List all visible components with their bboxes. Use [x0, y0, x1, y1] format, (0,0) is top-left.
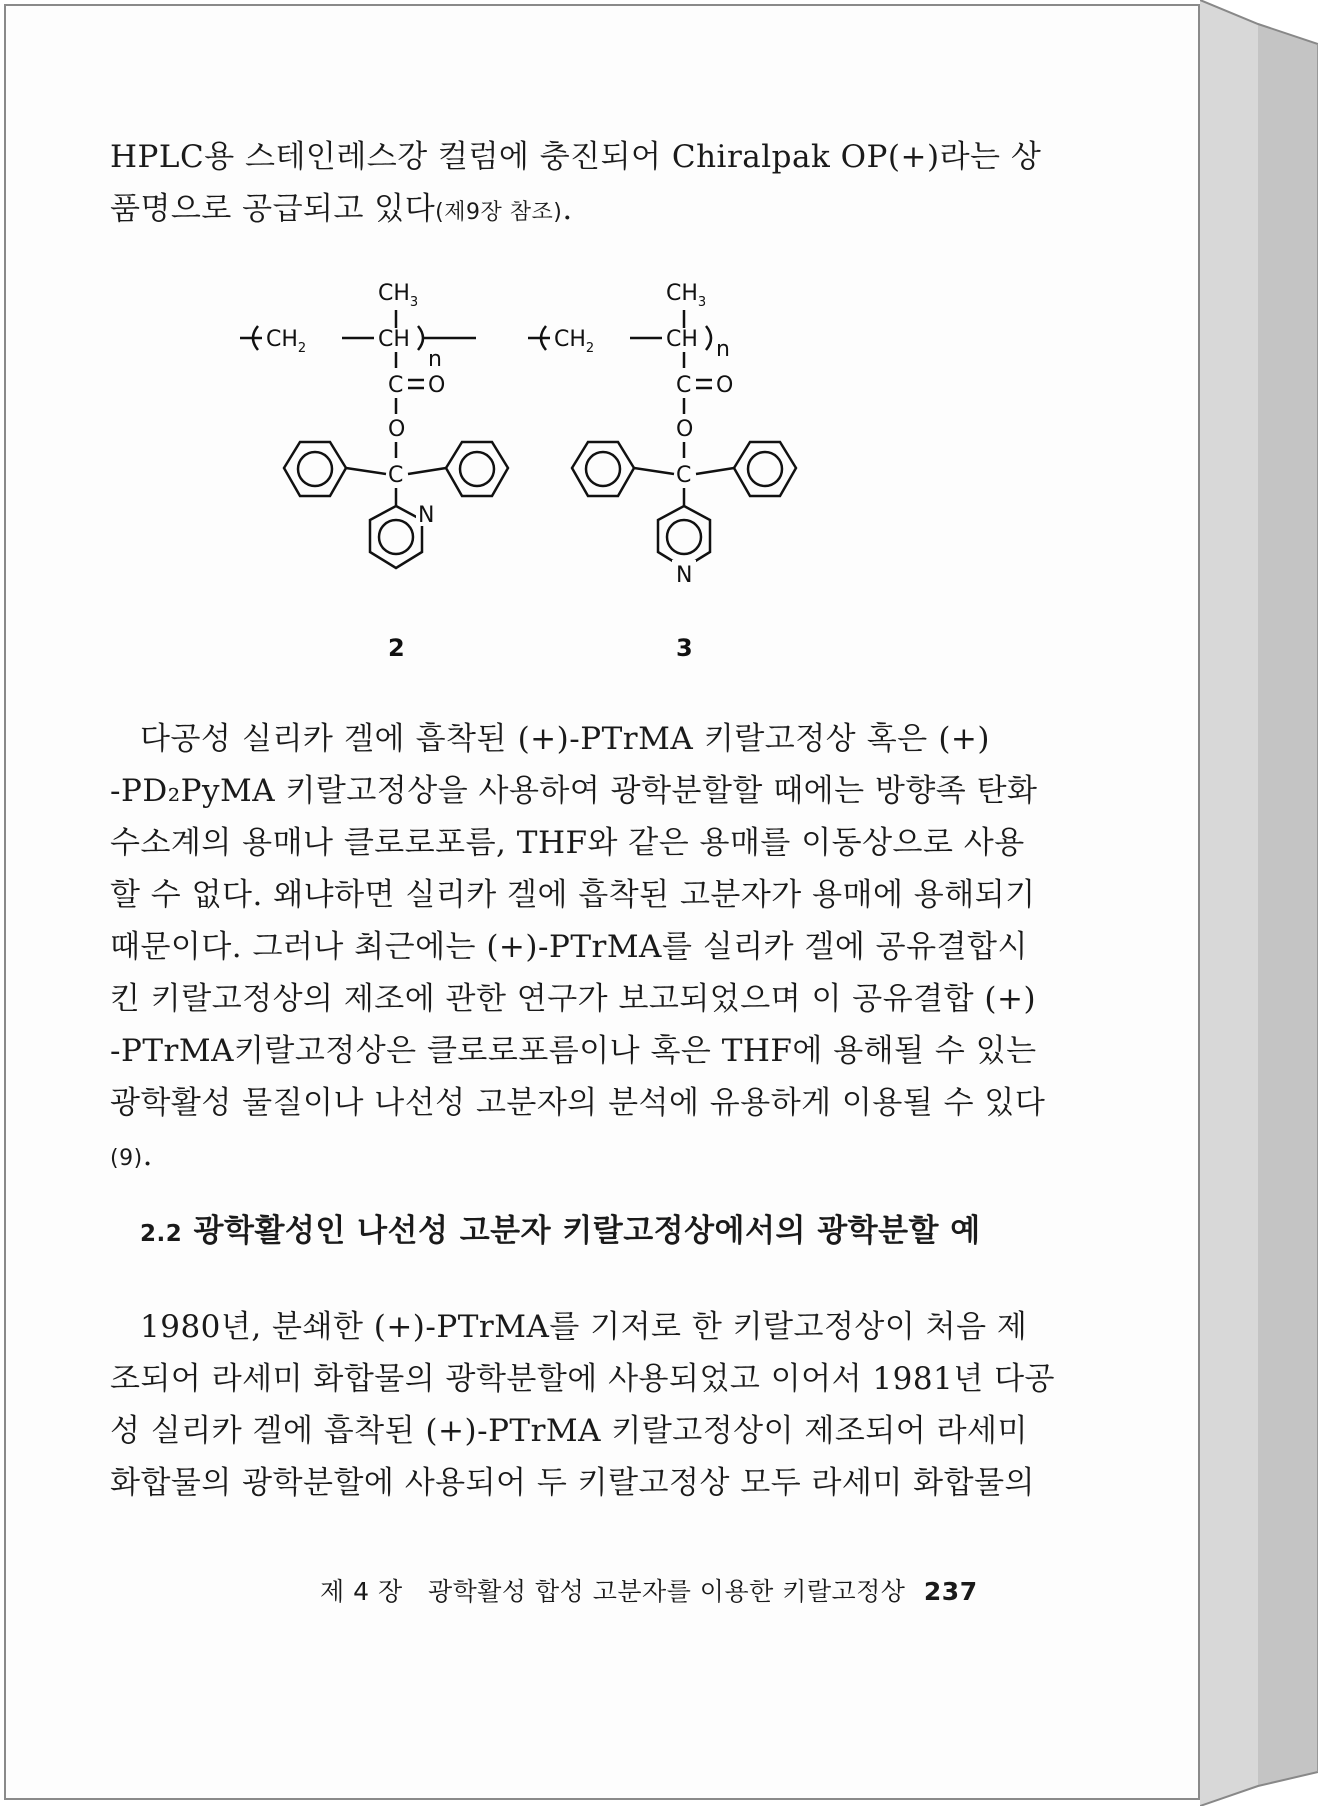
- compound-2-structure: [240, 281, 508, 662]
- compound-3-phenyl-right: [696, 442, 796, 496]
- compound-2-phenyl-left: [284, 442, 386, 496]
- compound-3-methyl: $CH_3$: [666, 281, 707, 310]
- compound-2-carbonyl-c: C: [388, 373, 404, 398]
- paragraph-top-end: .: [562, 191, 573, 227]
- compound-2-pyridine-ring: [370, 488, 438, 568]
- paragraph-middle-line-4: 할 수 없다. 왜냐하면 실리카 겔에 흡착된 고분자가 용매에 용해되기: [110, 877, 1036, 913]
- paragraph-middle-line-9: [110, 1129, 990, 1181]
- page-number: 237: [923, 1577, 978, 1606]
- compound-3-pyridine-ring: [658, 488, 710, 588]
- paragraph-middle-line-6: 킨 키랄고정상의 제조에 관한 연구가 보고되었으며 이 공유결합 (+): [110, 981, 1037, 1017]
- section-heading: [140, 1205, 1000, 1250]
- compound-2-label: 2: [388, 634, 405, 662]
- paragraph-middle-line-2: -PD₂PyMA 키랄고정상을 사용하여 광학분할할 때에는 방향족 탄화: [110, 773, 1038, 809]
- page-footer: [320, 1572, 978, 1608]
- footer-chapter: 제 4 장: [320, 1577, 403, 1606]
- paragraph-middle-line-5: 때문이다. 그러나 최근에는 (+)-PTrMA를 실리카 겔에 공유결합시: [110, 929, 1028, 965]
- compound-3-phenyl-left: [572, 442, 674, 496]
- compound-2-n: n: [428, 347, 442, 372]
- book-spine: [1200, 0, 1318, 1806]
- paragraph-bottom-line-3: 성 실리카 겔에 흡착된 (+)-PTrMA 키랄고정상이 제조되어 라세미: [110, 1413, 1028, 1449]
- citation-reference: (9): [110, 1146, 143, 1171]
- paragraph-middle-end: .: [142, 1137, 154, 1173]
- compound-3-ester-o: O: [676, 417, 694, 442]
- compound-3-ring-n: N: [676, 563, 693, 588]
- compound-2-phenyl-right: [408, 442, 508, 496]
- compound-3-ch: CH: [666, 327, 698, 352]
- paragraph-bottom: [110, 1301, 1055, 1509]
- paragraph-bottom-line-4: 화합물의 광학분할에 사용되어 두 키랄고정상 모두 라세미 화합물의: [110, 1465, 1035, 1501]
- paragraph-top: [110, 131, 1042, 235]
- compound-2-ch: CH: [378, 327, 410, 352]
- compound-3-carbonyl-c: C: [676, 373, 692, 398]
- section-title: 광학활성인 나선성 고분자 키랄고정상에서의 광학분할 예: [193, 1213, 981, 1249]
- compound-3-central-c: C: [676, 463, 692, 488]
- paragraph-bottom-line-2: 조되어 라세미 화합물의 광학분할에 사용되었고 이어서 1981년 다공: [110, 1361, 1055, 1397]
- compound-3-label: 3: [676, 634, 693, 662]
- paragraph-top-line-2-text: 품명으로 공급되고 있다: [110, 191, 436, 227]
- paragraph-top-line-1: HPLC용 스테인레스강 컬럼에 충진되어 Chiralpak OP(+)라는 상: [110, 139, 1042, 175]
- chemical-structures-figure: [240, 270, 900, 680]
- compound-3-n: n: [716, 337, 730, 362]
- section-number: 2.2: [140, 1221, 183, 1247]
- compound-2-methyl: $CH_3$: [378, 281, 419, 310]
- paragraph-middle-line-7: -PTrMA키랄고정상은 클로로포름이나 혹은 THF에 용해될 수 있는: [110, 1033, 1037, 1069]
- paragraph-top-line-2: [110, 183, 990, 235]
- footer-title: 광학활성 합성 고분자를 이용한 키랄고정상: [427, 1577, 906, 1606]
- paragraph-middle-line-8: 광학활성 물질이나 나선성 고분자의 분석에 유용하게 이용될 수 있다: [110, 1085, 1046, 1121]
- paragraph-middle: [110, 713, 1046, 1181]
- compound-2-ester-o: O: [388, 417, 406, 442]
- compound-3-structure: [528, 281, 796, 662]
- compound-2-ring-n: N: [418, 503, 435, 528]
- compound-3-carbonyl-o: O: [716, 373, 734, 398]
- paragraph-middle-line-1: 다공성 실리카 겔에 흡착된 (+)-PTrMA 키랄고정상 혹은 (+): [140, 721, 990, 757]
- compound-2-ch2: $CH_2$: [266, 327, 307, 356]
- chapter-reference: (제9장 참조): [435, 200, 563, 225]
- paragraph-bottom-line-1: 1980년, 분쇄한 (+)-PTrMA를 기저로 한 키랄고정상이 처음 제: [140, 1309, 1028, 1345]
- compound-2-central-c: C: [388, 463, 404, 488]
- compound-3-ch2: $CH_2$: [554, 327, 595, 356]
- paragraph-middle-line-3: 수소계의 용매나 클로로포름, THF와 같은 용매를 이동상으로 사용: [110, 825, 1025, 861]
- compound-2-carbonyl-o: O: [428, 373, 446, 398]
